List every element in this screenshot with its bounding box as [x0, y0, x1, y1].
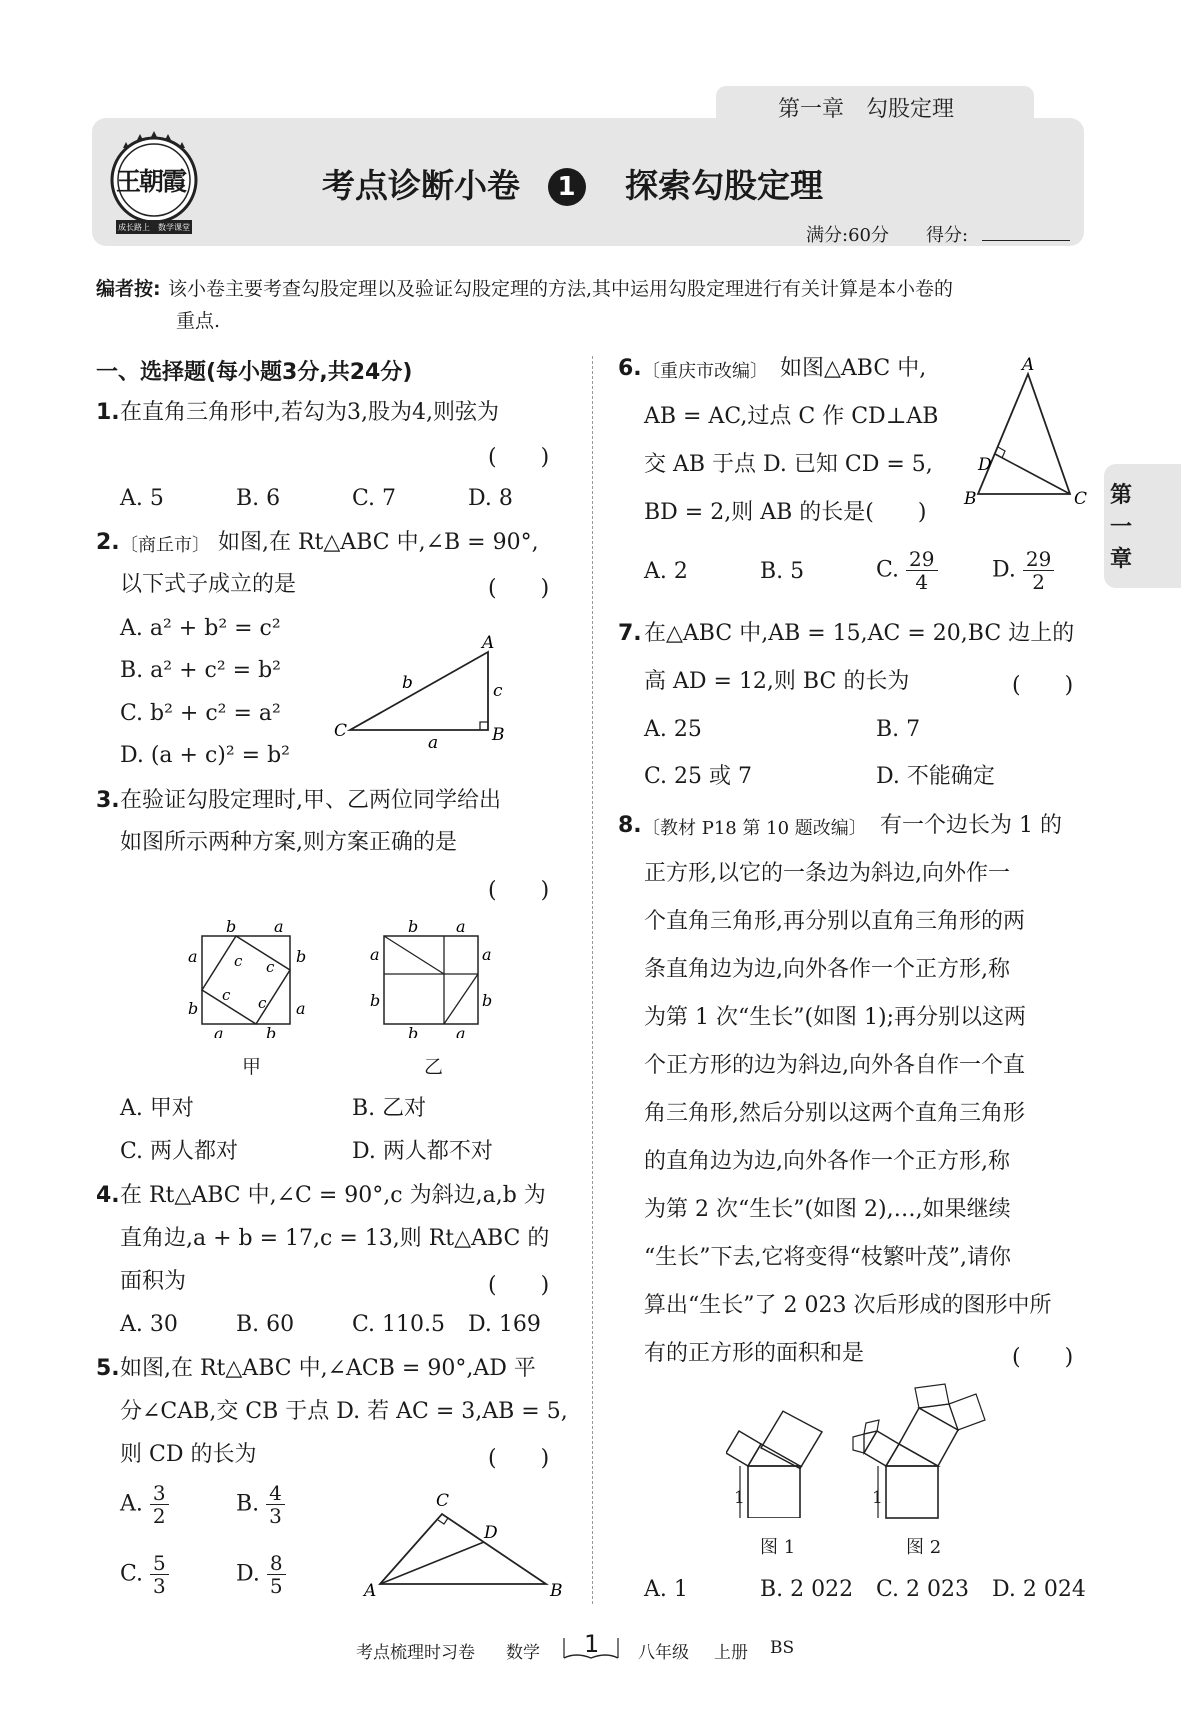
svg-text:B: B — [964, 489, 977, 509]
q6-option-a[interactable]: A. 2 — [644, 559, 688, 584]
q2-answer-paren[interactable]: ( ) — [488, 576, 550, 601]
q5-option-b-letter: B. — [236, 1491, 260, 1517]
q8-line-4: 为第 1 次“生长”(如图 1);再分别以这两 — [644, 1005, 1027, 1030]
q8-line-9: “生长”下去,它将变得“枝繁叶茂”,请你 — [644, 1245, 1011, 1270]
q1-option-d[interactable]: D. 8 — [468, 486, 513, 511]
svg-text:a: a — [370, 945, 380, 964]
q5-text2: 分∠CAB,交 CB 于点 D. 若 AC = 3,AB = 5, — [120, 1399, 568, 1424]
q3-option-a[interactable]: A. 甲对 — [120, 1096, 194, 1121]
q2-text2: 以下式子成立的是 — [120, 572, 297, 597]
q3-text2: 如图所示两种方案,则方案正确的是 — [120, 830, 457, 855]
q7-text2: 高 AD = 12,则 BC 的长为 — [644, 669, 910, 694]
q5-option-b-fraction — [266, 1482, 285, 1527]
svg-text:C: C — [1074, 489, 1088, 509]
svg-text:a: a — [428, 733, 439, 750]
q5-option-d-letter: D. — [236, 1561, 260, 1587]
q8-option-a[interactable]: A. 1 — [644, 1577, 688, 1602]
editor-note-label: 编者按: — [96, 278, 161, 300]
q3-figure-jia — [186, 918, 312, 1038]
q6-source: 〔重庆市改编〕 — [642, 361, 768, 382]
q5-d-num: 8 — [267, 1552, 286, 1575]
column-divider — [592, 356, 593, 1604]
q8-line-3: 条直角边为边,向外各作一个正方形,称 — [644, 957, 1010, 982]
svg-text:a: a — [214, 1024, 224, 1038]
logo-small-left: 成长路上 — [118, 223, 150, 232]
svg-text:a: a — [296, 999, 306, 1018]
q5-a-den: 2 — [152, 1504, 166, 1528]
footer-grade: 八年级 — [638, 1643, 689, 1663]
q5-option-d-fraction — [267, 1552, 286, 1597]
q6-text4: BD = 2,则 AB 的长是( ) — [644, 500, 927, 525]
q5-b-num: 4 — [266, 1482, 285, 1505]
logo-small-right: 数学课堂 — [158, 223, 190, 232]
svg-text:C: C — [436, 1491, 450, 1511]
q6-c-num: 29 — [906, 548, 937, 571]
q3-option-d[interactable]: D. 两人都不对 — [352, 1139, 493, 1164]
q1-text: 在直角三角形中,若勾为3,股为4,则弦为 — [120, 400, 499, 425]
q6-option-b[interactable]: B. 5 — [760, 559, 805, 584]
q5-c-num: 5 — [150, 1552, 169, 1575]
q3-figure-yi — [364, 918, 494, 1038]
q8-option-c[interactable]: C. 2 023 — [876, 1577, 970, 1602]
svg-text:c: c — [493, 681, 503, 701]
q4-num: 4. — [96, 1183, 120, 1208]
svg-text:c: c — [222, 986, 231, 1004]
q5-option-d[interactable] — [236, 1552, 286, 1597]
q1-num: 1. — [96, 400, 120, 425]
logo-name: 王朝霞 — [116, 167, 186, 196]
q5-option-c-fraction — [150, 1552, 169, 1597]
svg-text:A: A — [482, 633, 495, 653]
svg-text:a: a — [188, 947, 198, 966]
q8-line-1: 正方形,以它的一条边为斜边,向外作一 — [644, 861, 1010, 886]
title-right: 探索勾股定理 — [625, 166, 823, 205]
svg-text:b: b — [296, 947, 307, 966]
q8-line-10: 算出“生长”了 2 023 次后形成的图形中所 — [644, 1293, 1052, 1318]
q4-text1: 在 Rt△ABC 中,∠C = 90°,c 为斜边,a,b 为 — [120, 1183, 546, 1208]
svg-text:B: B — [492, 725, 505, 745]
q2-num: 2. — [96, 530, 120, 555]
q5-triangle-figure — [360, 1488, 570, 1600]
q5-option-a[interactable] — [120, 1482, 169, 1527]
q2-triangle-figure — [330, 630, 510, 750]
q3-label-jia: 甲 — [242, 1056, 262, 1078]
q5-num: 5. — [96, 1356, 120, 1381]
q6-option-c-letter: C. — [876, 557, 900, 583]
svg-text:B: B — [550, 1581, 563, 1600]
title-left: 考点诊断小卷 — [322, 166, 520, 205]
q6-option-d-letter: D. — [992, 557, 1016, 583]
q4-option-a[interactable]: A. 30 — [120, 1312, 178, 1337]
q4-option-d[interactable]: D. 169 — [468, 1312, 541, 1337]
svg-text:b: b — [188, 999, 199, 1018]
q8-fig1-side-label: 1 — [734, 1488, 745, 1508]
svg-text:D: D — [484, 1523, 498, 1543]
q1-option-a[interactable]: A. 5 — [120, 486, 164, 511]
q6-text1: 如图△ABC 中, — [780, 356, 927, 381]
q7-text1: 在△ABC 中,AB = 15,AC = 20,BC 边上的 — [644, 621, 1075, 646]
svg-text:D: D — [978, 455, 992, 475]
q8-option-d[interactable]: D. 2 024 — [992, 1577, 1086, 1602]
side-tab-1: 第 — [1110, 483, 1133, 508]
q7-option-c[interactable]: C. 25 或 7 — [644, 764, 753, 789]
q6-text3: 交 AB 于点 D. 已知 CD = 5, — [644, 452, 933, 477]
svg-text:a: a — [456, 1024, 466, 1038]
svg-text:b: b — [266, 1024, 277, 1038]
q3-num: 3. — [96, 788, 120, 813]
page-number: 1 — [584, 1630, 600, 1658]
page-title — [322, 160, 823, 207]
q6-d-den: 2 — [1032, 570, 1045, 594]
q6-triangle-figure — [960, 356, 1100, 516]
q2-option-b[interactable]: B. a² + c² = b² — [120, 658, 281, 683]
q8-line-6: 角三角形,然后分别以这两个直角三角形 — [644, 1101, 1025, 1126]
svg-text:c: c — [234, 952, 243, 970]
q5-answer-paren[interactable]: ( ) — [488, 1446, 550, 1471]
svg-text:c: c — [266, 958, 275, 976]
svg-text:a: a — [274, 918, 284, 936]
footer-edition: BS — [770, 1638, 795, 1658]
q7-option-b[interactable]: B. 7 — [876, 717, 921, 742]
q7-option-d[interactable]: D. 不能确定 — [876, 764, 995, 789]
q8-text1: 有一个边长为 1 的 — [880, 813, 1062, 838]
q2-text1: 如图,在 Rt△ABC 中,∠B = 90°, — [218, 530, 539, 555]
q5-option-a-letter: A. — [120, 1491, 143, 1517]
q6-option-d-fraction — [1023, 548, 1054, 593]
q1-answer-paren[interactable]: ( ) — [488, 445, 550, 470]
q6-num: 6. — [618, 356, 642, 381]
q4-option-c[interactable]: C. 110.5 — [352, 1312, 446, 1337]
q8-fig2-caption: 图 2 — [906, 1537, 942, 1558]
q5-c-den: 3 — [153, 1574, 166, 1598]
q6-text2: AB = AC,过点 C 作 CD⊥AB — [644, 404, 939, 429]
q7-answer-paren[interactable]: ( ) — [1012, 673, 1074, 698]
svg-text:b: b — [402, 673, 413, 693]
q8-line-8: 为第 2 次“生长”(如图 2),…,如果继续 — [644, 1197, 1011, 1222]
q6-option-c[interactable] — [876, 548, 938, 593]
svg-text:a: a — [482, 945, 492, 964]
q4-text2: 直角边,a + b = 17,c = 13,则 Rt△ABC 的 — [120, 1226, 550, 1251]
q5-text1: 如图,在 Rt△ABC 中,∠ACB = 90°,AD 平 — [120, 1356, 536, 1381]
q2-option-c[interactable]: C. b² + c² = a² — [120, 701, 281, 726]
q8-answer-paren[interactable]: ( ) — [1012, 1345, 1074, 1370]
svg-text:A: A — [1022, 356, 1035, 375]
q6-option-d[interactable] — [992, 548, 1054, 593]
q3-answer-paren[interactable]: ( ) — [488, 878, 550, 903]
svg-text:b: b — [226, 918, 237, 936]
q1-option-b[interactable]: B. 6 — [236, 486, 281, 511]
q5-d-den: 5 — [269, 1574, 283, 1598]
svg-text:a: a — [456, 918, 466, 936]
q3-option-c[interactable]: C. 两人都对 — [120, 1139, 239, 1164]
q6-d-num: 29 — [1023, 548, 1054, 571]
footer-volume: 上册 — [714, 1643, 748, 1663]
q4-text3: 面积为 — [120, 1269, 187, 1294]
q8-fig1-caption: 图 1 — [760, 1537, 796, 1558]
q7-num: 7. — [618, 621, 642, 646]
title-number: 1 — [557, 172, 576, 202]
svg-text:c: c — [258, 994, 267, 1012]
q8-last-line: 有的正方形的面积和是 — [644, 1341, 865, 1366]
q8-source: 〔教材 P18 第 10 题改编〕 — [642, 818, 867, 839]
q8-line-7: 的直角边为边,向外各作一个正方形,称 — [644, 1149, 1010, 1174]
q3-option-b[interactable]: B. 乙对 — [352, 1096, 427, 1121]
svg-text:C: C — [334, 721, 348, 741]
q5-option-a-fraction — [150, 1482, 169, 1527]
q1-option-c[interactable]: C. 7 — [352, 486, 397, 511]
score-blank[interactable] — [982, 240, 1070, 241]
section-title: 一、选择题(每小题3分,共24分) — [96, 360, 413, 385]
chapter-tab-label: 第一章 勾股定理 — [778, 97, 955, 122]
q5-a-num: 3 — [150, 1482, 169, 1505]
q2-option-a[interactable]: A. a² + b² = c² — [120, 616, 281, 641]
q8-line-2: 个直角三角形,再分别以直角三角形的两 — [644, 909, 1025, 934]
q2-option-d[interactable]: D. (a + c)² = b² — [120, 743, 291, 768]
editor-note-text2: 重点. — [176, 310, 221, 332]
side-tab-2: 一 — [1110, 515, 1133, 540]
q5-option-c-letter: C. — [120, 1561, 144, 1587]
q4-answer-paren[interactable]: ( ) — [488, 1273, 550, 1298]
q6-option-c-fraction — [906, 548, 937, 593]
svg-text:b: b — [408, 918, 419, 936]
q8-num: 8. — [618, 813, 642, 838]
q6-c-den: 4 — [915, 570, 929, 594]
q5-option-b[interactable] — [236, 1482, 285, 1527]
q8-option-b[interactable]: B. 2 022 — [760, 1577, 854, 1602]
q2-source: 〔商丘市〕 — [120, 535, 210, 556]
side-tab-3: 章 — [1110, 547, 1133, 572]
q3-label-yi: 乙 — [424, 1056, 444, 1078]
q3-text1: 在验证勾股定理时,甲、乙两位同学给出 — [120, 788, 501, 813]
svg-text:b: b — [370, 991, 381, 1010]
svg-text:b: b — [482, 991, 493, 1010]
editor-note-text: 该小卷主要考查勾股定理以及验证勾股定理的方法,其中运用勾股定理进行有关计算是本小卷的 — [168, 278, 954, 300]
q8-line-5: 个正方形的边为斜边,向外各自作一个直 — [644, 1053, 1025, 1078]
q7-option-a[interactable]: A. 25 — [644, 717, 702, 742]
svg-text:A: A — [364, 1581, 377, 1600]
score-label: 得分: — [926, 225, 969, 246]
score-full: 满分:60分 — [806, 225, 889, 246]
q8-fig2-side-label: 1 — [872, 1488, 883, 1508]
q4-option-b[interactable]: B. 60 — [236, 1312, 295, 1337]
title-number-badge — [548, 168, 586, 206]
q5-text3: 则 CD 的长为 — [120, 1442, 257, 1467]
footer-subject: 数学 — [506, 1643, 540, 1663]
svg-text:b: b — [408, 1024, 419, 1038]
q5-b-den: 3 — [269, 1504, 282, 1528]
q5-option-c[interactable] — [120, 1552, 169, 1597]
footer-series: 考点梳理时习卷 — [356, 1643, 475, 1663]
